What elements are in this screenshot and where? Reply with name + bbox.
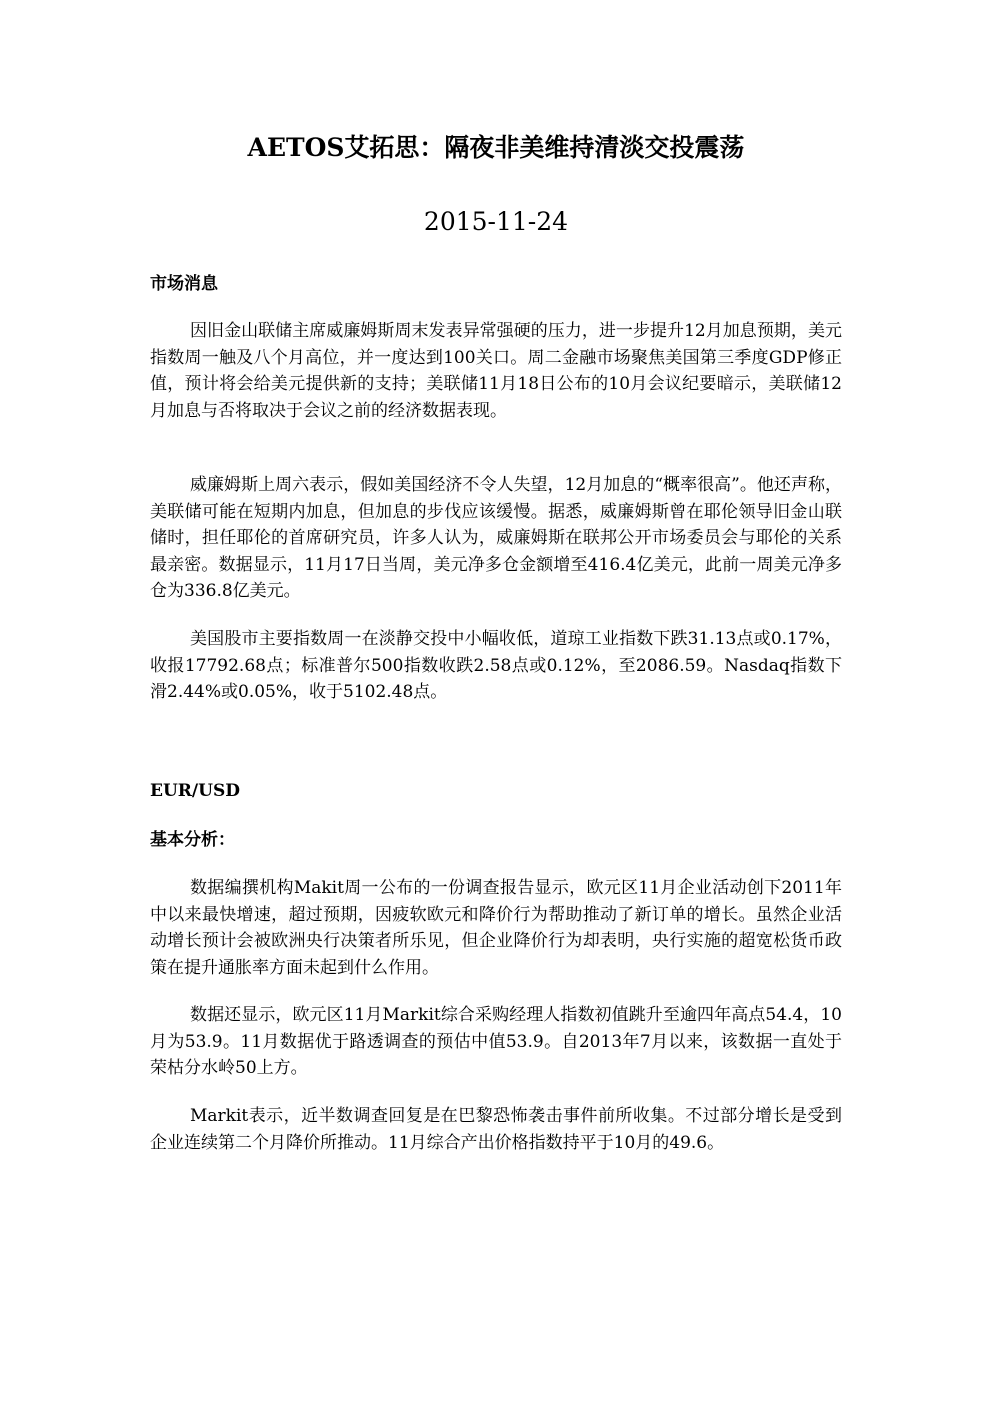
section-heading-market-news: 市场消息 [150, 274, 218, 294]
paragraph: 美国股市主要指数周一在淡静交投中小幅收低，道琼工业指数下跌31.13点或0.17%，收报17792.68点；标准普尔500指数收跌2.58点或0.12%，至2086.59。Nasdaq指数下滑2.44%或0.05%，收于5102.48点。 [150, 629, 842, 702]
section-heading-eurusd: EUR/USD [150, 781, 240, 801]
paragraph: 数据还显示，欧元区11月Markit综合采购经理人指数初值跳升至逾四年高点54.4，10月为53.9。11月数据优于路透调查的预估中值53.9。自2013年7月以来，该数据一直处于荣枯分水岭50上方。 [150, 1005, 842, 1078]
paragraph: 数据编撰机构Makit周一公布的一份调查报告显示，欧元区11月企业活动创下2011年中以来最快增速，超过预期，因疲软欧元和降价行为帮助推动了新订单的增长。虽然企业活动增长预计会被欧洲央行决策者所乐见，但企业降价行为却表明，央行实施的超宽松货币政策在提升通胀率方面未起到什么作用。 [150, 878, 842, 978]
paragraph: 因旧金山联储主席威廉姆斯周末发表异常强硬的压力，进一步提升12月加息预期，美元指数周一触及八个月高位，并一度达到100关口。周二金融市场聚焦美国第三季度GDP修正值，预计将会给美元提供新的支持；美联储11月18日公布的10月会议纪要暗示，美联储12月加息与否将取决于会议之前的经济数据表现。 [150, 321, 842, 421]
paragraph: Markit表示，近半数调查回复是在巴黎恐怖袭击事件前所收集。不过部分增长是受到企业连续第二个月降价所推动。11月综合产出价格指数持平于10月的49.6。 [150, 1106, 842, 1153]
paragraph: 威廉姆斯上周六表示，假如美国经济不令人失望，12月加息的“概率很高”。他还声称，美联储可能在短期内加息，但加息的步伐应该缓慢。据悉，威廉姆斯曾在耶伦领导旧金山联储时，担任耶伦的首席研究员，许多人认为，威廉姆斯在联邦公开市场委员会与耶伦的关系最亲密。数据显示，11月17日当周，美元净多仓金额增至416.4亿美元，此前一周美元净多仓为336.8亿美元。 [150, 475, 842, 601]
document-date: 2015-11-24 [423, 207, 569, 236]
document-title: AETOS艾拓思：隔夜非美维持清淡交投震荡 [247, 133, 745, 162]
section-heading-fundamental-analysis: 基本分析： [150, 830, 235, 850]
